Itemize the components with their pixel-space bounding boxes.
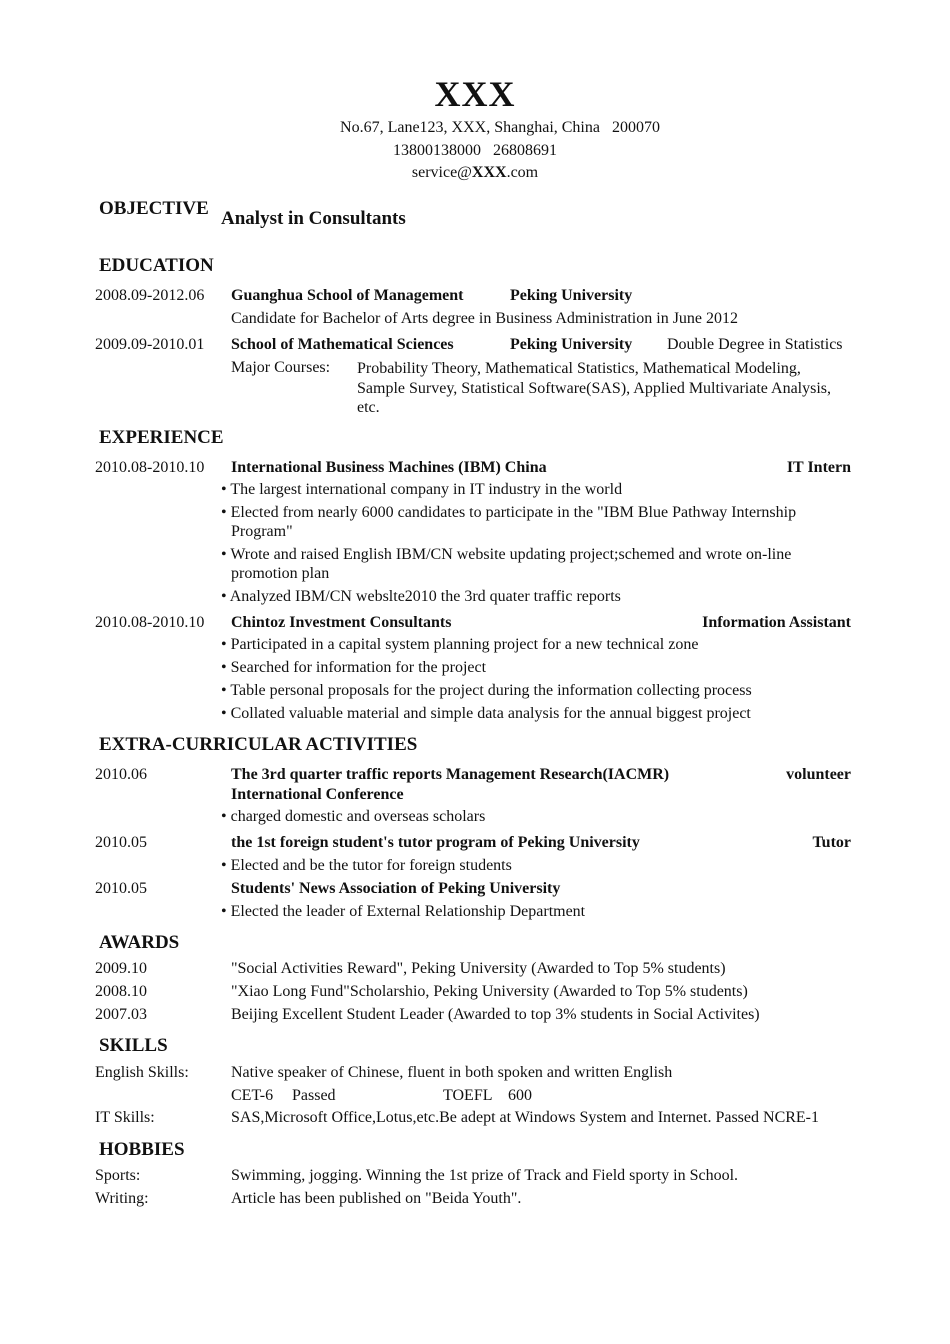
experience-heading: EXPERIENCE bbox=[99, 427, 224, 448]
writing-label: Writing: bbox=[95, 1190, 149, 1207]
edu-2-university: Peking University bbox=[510, 336, 633, 353]
courses-label: Major Courses: bbox=[231, 359, 331, 376]
courses-list: Probability Theory, Mathematical Statistics, Mathematical Modeling, Sample Survey, Statistical Software(SAS), Applied Multivariate Analysis, etc. bbox=[357, 360, 832, 416]
exp-1-org: International Business Machines (IBM) China bbox=[231, 459, 547, 476]
exp-2-bullet: • Collated valuable material and simple data analysis for the annual biggest project bbox=[221, 705, 751, 722]
act-1-title: The 3rd quarter traffic reports Management Research(IACMR) bbox=[231, 766, 670, 783]
english-skills: Native speaker of Chinese, fluent in both spoken and written English bbox=[231, 1064, 673, 1081]
awards-heading: AWARDS bbox=[99, 932, 180, 953]
exp-2-date: 2010.08-2010.10 bbox=[95, 614, 205, 631]
email-suffix: .com bbox=[506, 164, 539, 181]
award-date: 2008.10 bbox=[95, 983, 147, 1000]
edu-1-date: 2008.09-2012.06 bbox=[95, 287, 205, 304]
act-1-title-cont: International Conference bbox=[231, 786, 404, 803]
award-text: Beijing Excellent Student Leader (Awarded to top 3% students in Social Activites) bbox=[231, 1006, 760, 1023]
act-3-title: Students' News Association of Peking University bbox=[231, 880, 561, 897]
act-1-role: volunteer bbox=[786, 766, 851, 783]
act-3-bullet: • Elected the leader of External Relationship Department bbox=[221, 903, 586, 920]
exp-1-bullet: • The largest international company in IT industry in the world bbox=[221, 481, 623, 498]
sports-text: Swimming, jogging. Winning the 1st prize of Track and Field sporty in School. bbox=[231, 1167, 739, 1184]
exp-1-bullet: • Wrote and raised English IBM/CN website updating project;schemed and wrote on-line bbox=[221, 546, 792, 563]
phone-line bbox=[0, 142, 950, 160]
exp-1-role: IT Intern bbox=[786, 459, 851, 476]
exp-1-date: 2010.08-2010.10 bbox=[95, 459, 205, 476]
phone-1: 13800138000 bbox=[393, 142, 481, 159]
phone-2: 26808691 bbox=[493, 142, 557, 159]
exp-2-role: Information Assistant bbox=[702, 614, 851, 631]
hobbies-heading: HOBBIES bbox=[99, 1139, 185, 1160]
act-1-bullet: • charged domestic and overseas scholars bbox=[221, 808, 486, 825]
it-skills: SAS,Microsoft Office,Lotus,etc.Be adept at Windows System and Internet. Passed NCRE-1 bbox=[231, 1109, 820, 1126]
candidate-name: XXX bbox=[434, 74, 516, 114]
email-prefix: service@ bbox=[411, 164, 472, 181]
edu-2-school: School of Mathematical Sciences bbox=[231, 336, 454, 353]
email-domain: XXX bbox=[471, 164, 507, 181]
toefl-value: 600 bbox=[508, 1087, 532, 1104]
award-text: "Social Activities Reward", Peking University (Awarded to Top 5% students) bbox=[231, 960, 726, 977]
cet-label: CET-6 bbox=[231, 1087, 274, 1104]
act-2-bullet: • Elected and be the tutor for foreign students bbox=[221, 857, 512, 874]
act-2-date: 2010.05 bbox=[95, 834, 147, 851]
exp-2-bullet: • Searched for information for the project bbox=[221, 659, 487, 676]
act-2-role: Tutor bbox=[812, 834, 851, 851]
address: No.67, Lane123, XXX, Shanghai, China bbox=[340, 119, 600, 136]
writing-text: Article has been published on "Beida Youth". bbox=[231, 1190, 522, 1207]
sports-label: Sports: bbox=[95, 1167, 141, 1184]
act-1-date: 2010.06 bbox=[95, 766, 147, 783]
edu-1-description: Candidate for Bachelor of Arts degree in Business Administration in June 2012 bbox=[231, 310, 739, 327]
objective-value: Analyst in Consultants bbox=[221, 208, 406, 229]
activities-heading: EXTRA-CURRICULAR ACTIVITIES bbox=[99, 734, 418, 755]
award-date: 2009.10 bbox=[95, 960, 147, 977]
exp-1-bullet: • Analyzed IBM/CN webslte2010 the 3rd quater traffic reports bbox=[221, 588, 621, 605]
address-line bbox=[0, 119, 950, 137]
toefl-label: TOEFL bbox=[443, 1087, 493, 1104]
cet-value: Passed bbox=[292, 1087, 336, 1104]
education-heading: EDUCATION bbox=[99, 255, 214, 276]
exp-1-bullet: • Elected from nearly 6000 candidates to participate in the "IBM Blue Pathway Internship bbox=[221, 504, 797, 521]
objective-heading: OBJECTIVE bbox=[99, 198, 209, 219]
skills-heading: SKILLS bbox=[99, 1035, 168, 1056]
edu-1-university: Peking University bbox=[510, 287, 633, 304]
english-skills-label: English Skills: bbox=[95, 1064, 189, 1081]
edu-2-date: 2009.09-2010.01 bbox=[95, 336, 205, 353]
zip-code: 200070 bbox=[611, 119, 660, 136]
edu-1-school: Guanghua School of Management bbox=[231, 287, 464, 304]
act-2-title: the 1st foreign student's tutor program of Peking University bbox=[231, 834, 640, 851]
it-skills-label: IT Skills: bbox=[95, 1109, 155, 1126]
edu-2-degree: Double Degree in Statistics bbox=[667, 336, 843, 353]
exp-2-bullet: • Participated in a capital system planning project for a new technical zone bbox=[221, 636, 699, 653]
award-date: 2007.03 bbox=[95, 1006, 147, 1023]
exp-1-bullet-cont: Program" bbox=[231, 523, 293, 540]
email-line bbox=[0, 164, 950, 182]
exp-1-bullet-cont: promotion plan bbox=[231, 565, 330, 582]
exp-2-org: Chintoz Investment Consultants bbox=[231, 614, 452, 631]
award-text: "Xiao Long Fund"Scholarshio, Peking University (Awarded to Top 5% students) bbox=[231, 983, 748, 1000]
act-3-date: 2010.05 bbox=[95, 880, 147, 897]
exp-2-bullet: • Table personal proposals for the project during the information collecting process bbox=[221, 682, 752, 699]
